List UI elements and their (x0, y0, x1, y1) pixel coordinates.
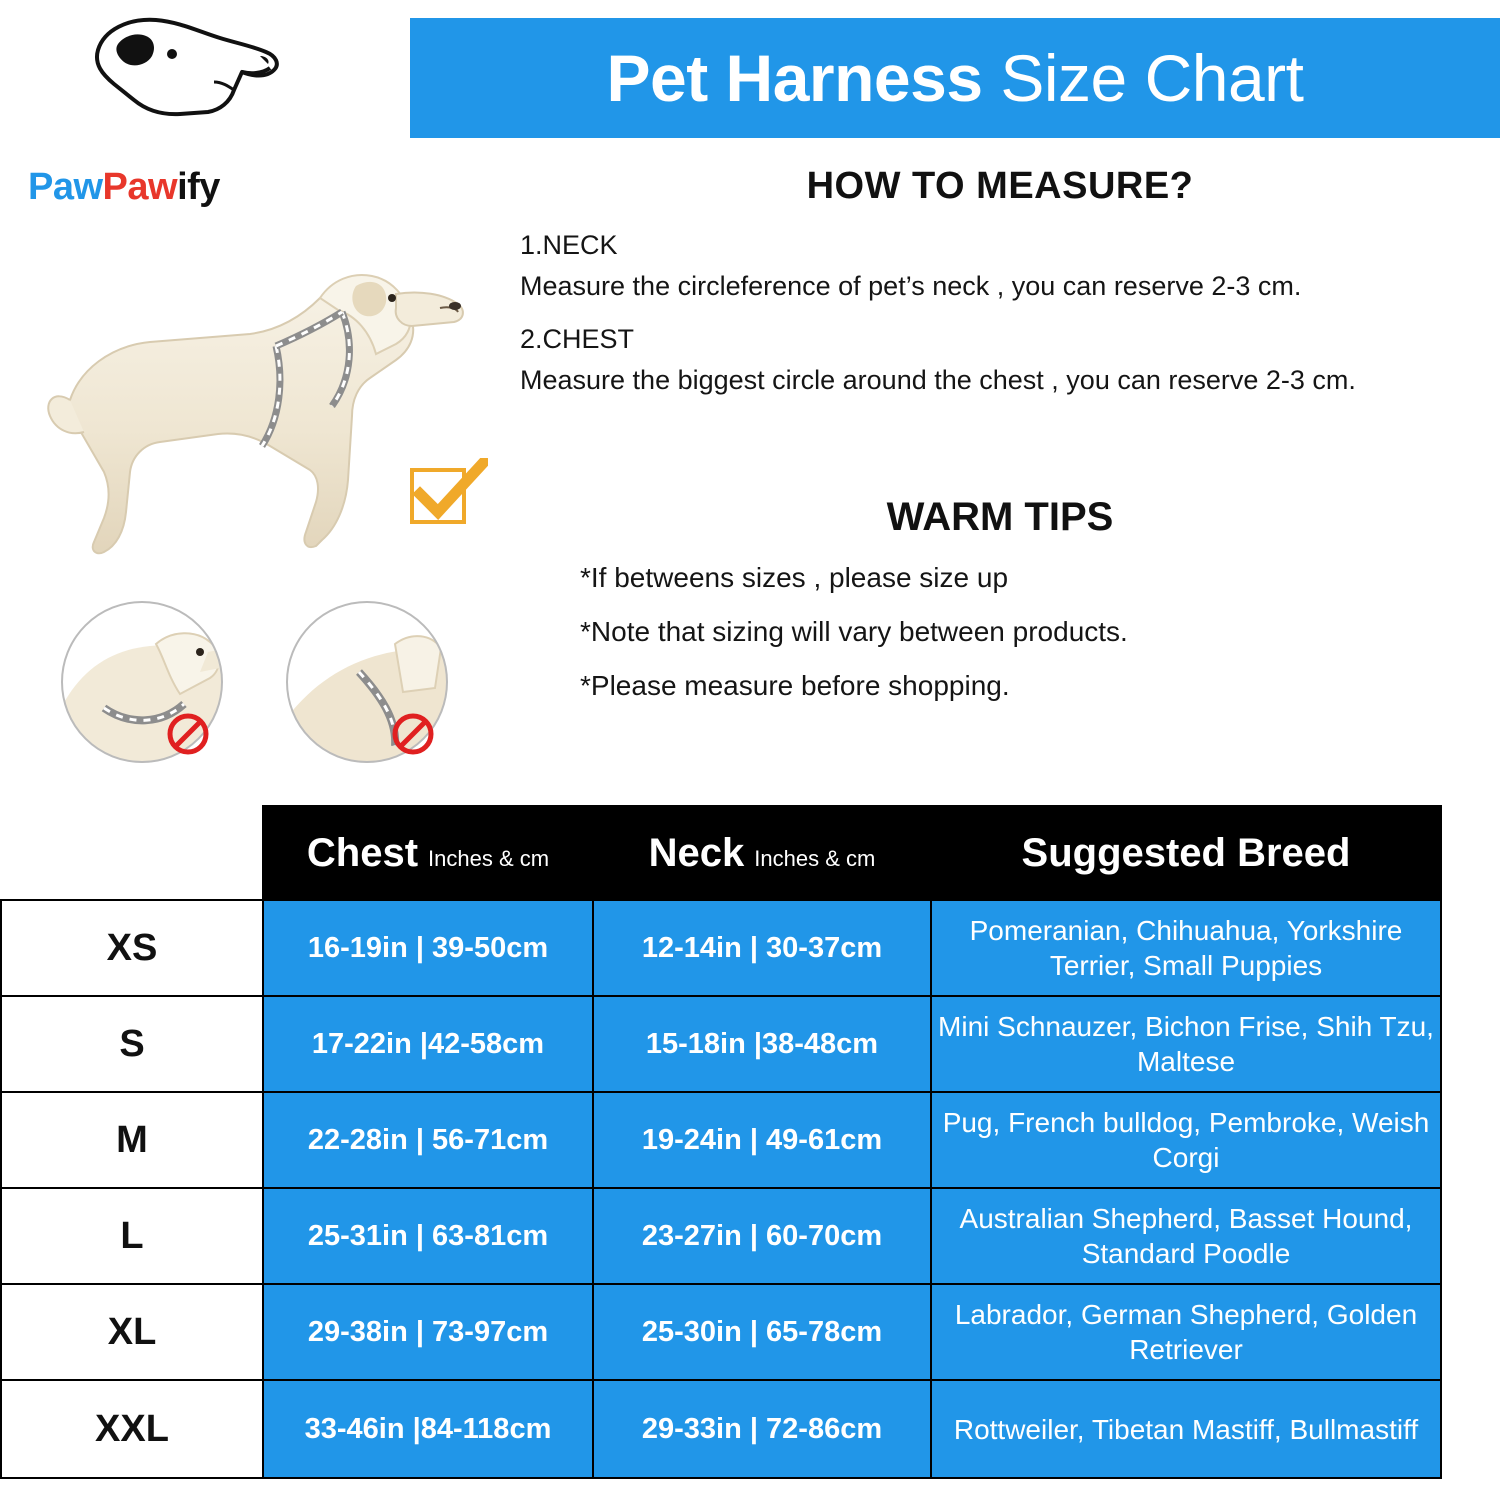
main-dog-photo (40, 250, 510, 590)
table-header-neck (593, 806, 931, 900)
row-breed-xxl: Rottweiler, Tibetan Mastiff, Bullmastiff (931, 1380, 1441, 1478)
table-header-neck-units: Inches & cm (754, 845, 876, 871)
page-title-bold: Pet Harness (606, 41, 983, 115)
row-breed-xs: Pomeranian, Chihuahua, Yorkshire Terrier, Small Puppies (931, 900, 1441, 996)
page-title (607, 40, 1304, 116)
row-size-xl: XL (1, 1284, 263, 1380)
measure-step-2-label: 2.CHEST (520, 324, 635, 354)
row-size-m: M (1, 1092, 263, 1188)
row-neck-l: 23-27in | 60-70cm (593, 1188, 931, 1284)
incorrect-fit-photo-2 (285, 600, 450, 765)
table-row (1, 1188, 1441, 1284)
measure-step-1-label: 1.NECK (520, 230, 618, 260)
row-neck-s: 15-18in |38-48cm (593, 996, 931, 1092)
how-to-measure-title: HOW TO MEASURE? (806, 165, 1194, 207)
measure-step-2-description: Measure the biggest circle around the chest , you can reserve 2-3 cm. (520, 365, 1356, 395)
table-header-chest (263, 806, 593, 900)
row-neck-xs: 12-14in | 30-37cm (593, 900, 931, 996)
table-row (1, 900, 1441, 996)
warm-tip-3: *Please measure before shopping. (580, 670, 1010, 701)
table-row (1, 1380, 1441, 1478)
size-chart-table-wrapper (0, 805, 1440, 1479)
incorrect-fit-photo-1 (60, 600, 225, 765)
warm-tip-2: *Note that sizing will vary between products. (580, 616, 1128, 647)
row-breed-s: Mini Schnauzer, Bichon Frise, Shih Tzu, Maltese (931, 996, 1441, 1092)
table-row (1, 1092, 1441, 1188)
how-to-measure-section (510, 165, 1490, 396)
warm-tips-section (510, 495, 1490, 702)
row-chest-l: 25-31in | 63-81cm (263, 1188, 593, 1284)
row-neck-xl: 25-30in | 65-78cm (593, 1284, 931, 1380)
table-header-breed (931, 806, 1441, 900)
row-breed-m: Pug, French bulldog, Pembroke, Weish Corgi (931, 1092, 1441, 1188)
table-row (1, 996, 1441, 1092)
warm-tips-title: WARM TIPS (886, 495, 1114, 539)
table-row (1, 1284, 1441, 1380)
dog-head-icon (84, 16, 284, 146)
row-chest-s: 17-22in |42-58cm (263, 996, 593, 1092)
row-size-s: S (1, 996, 263, 1092)
page-header-banner (410, 18, 1500, 138)
row-breed-l: Australian Shepherd, Basset Hound, Standard Poodle (931, 1188, 1441, 1284)
row-size-l: L (1, 1188, 263, 1284)
page-title-light: Size Chart (982, 41, 1304, 115)
row-neck-xxl: 29-33in | 72-86cm (593, 1380, 931, 1478)
table-header-breed-label: Suggested Breed (1021, 830, 1351, 875)
warm-tip-1: *If betweens sizes , please size up (580, 562, 1009, 593)
brand-name-part1: Paw (28, 166, 103, 208)
measure-step-1-description: Measure the circleference of pet’s neck , you can reserve 2-3 cm. (520, 271, 1302, 301)
row-chest-xs: 16-19in | 39-50cm (263, 900, 593, 996)
brand-name (28, 166, 220, 209)
table-header-chest-units: Inches & cm (428, 845, 550, 871)
row-breed-xl: Labrador, German Shepherd, Golden Retriever (931, 1284, 1441, 1380)
row-size-xs: XS (1, 900, 263, 996)
row-chest-xl: 29-38in | 73-97cm (263, 1284, 593, 1380)
table-header-blank (1, 806, 263, 900)
table-header-neck-label: Neck (648, 830, 745, 875)
brand-logo (14, 16, 404, 216)
size-chart-table (0, 805, 1442, 1479)
brand-name-part3: ify (177, 166, 220, 208)
table-header-row (1, 806, 1441, 900)
row-chest-xxl: 33-46in |84-118cm (263, 1380, 593, 1478)
check-mark-icon (408, 458, 488, 528)
row-chest-m: 22-28in | 56-71cm (263, 1092, 593, 1188)
row-size-xxl: XXL (1, 1380, 263, 1478)
brand-name-part2: Paw (102, 166, 178, 208)
table-header-chest-label: Chest (306, 830, 419, 875)
row-neck-m: 19-24in | 49-61cm (593, 1092, 931, 1188)
